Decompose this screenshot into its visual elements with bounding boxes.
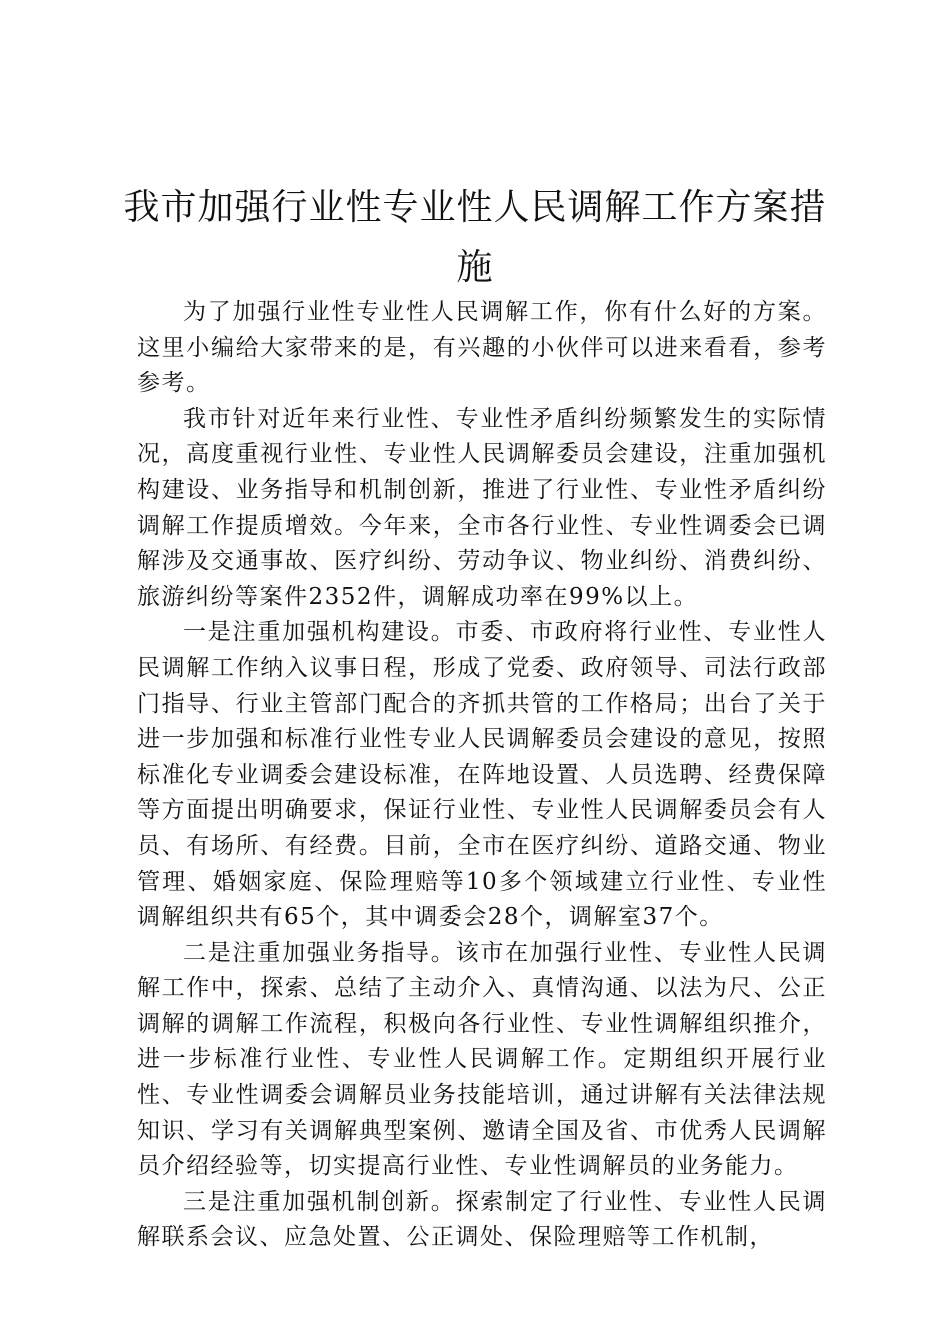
paragraph-overview: 我市针对近年来行业性、专业性矛盾纠纷频繁发生的实际情况，高度重视行业性、专业性人民调解委员会建设，注重加强机构建设、业务指导和机制创新，推进了行业性、专业性矛盾纠纷调解工作提质增效。今年来，全市各行业性、专业性调委会已调解涉及交通事故、医疗纠纷、劳动争议、物业纠纷、消费纠纷、旅游纠纷等案件2352件，调解成功率在99%以上。 (137, 405, 827, 610)
paragraph-business-guidance: 二是注重加强业务指导。该市在加强行业性、专业性人民调解工作中，探索、总结了主动介入、真情沟通、以法为尺、公正调解的调解工作流程，积极向各行业性、专业性调解组织推介，进一步标准行业性、专业性人民调解工作。定期组织开展行业性、专业性调委会调解员业务技能培训，通过讲解有关法律法规知识、学习有关调解典型案例、邀请全国及省、市优秀人民调解员介绍经验等，切实提高行业性、专业性调解员的业务能力。 (137, 939, 827, 1180)
document-title: 我市加强行业性专业性人民调解工作方案措施 (123, 187, 827, 288)
paragraph-intro: 为了加强行业性专业性人民调解工作，你有什么好的方案。这里小编给大家带来的是，有兴趣的小伙伴可以进来看看，参考参考。 (137, 299, 827, 397)
paragraph-mechanism-innovation: 三是注重加强机制创新。探索制定了行业性、专业性人民调解联系会议、应急处置、公正调处、保险理赔等工作机制， (137, 1188, 827, 1251)
paragraph-institution-building: 一是注重加强机构建设。市委、市政府将行业性、专业性人民调解工作纳入议事日程，形成了党委、政府领导、司法行政部门指导、行业主管部门配合的齐抓共管的工作格局；出台了关于进一步加强和标准行业性专业人民调解委员会建设的意见，按照标准化专业调委会建设标准，在阵地设置、人员选聘、经费保障等方面提出明确要求，保证行业性、专业性人民调解委员会有人员、有场所、有经费。目前，全市在医疗纠纷、道路交通、物业管理、婚姻家庭、保险理赔等10多个领域建立行业性、专业性调解组织共有65个，其中调委会28个，调解室37个。 (137, 619, 827, 931)
document-body (137, 295, 827, 1256)
